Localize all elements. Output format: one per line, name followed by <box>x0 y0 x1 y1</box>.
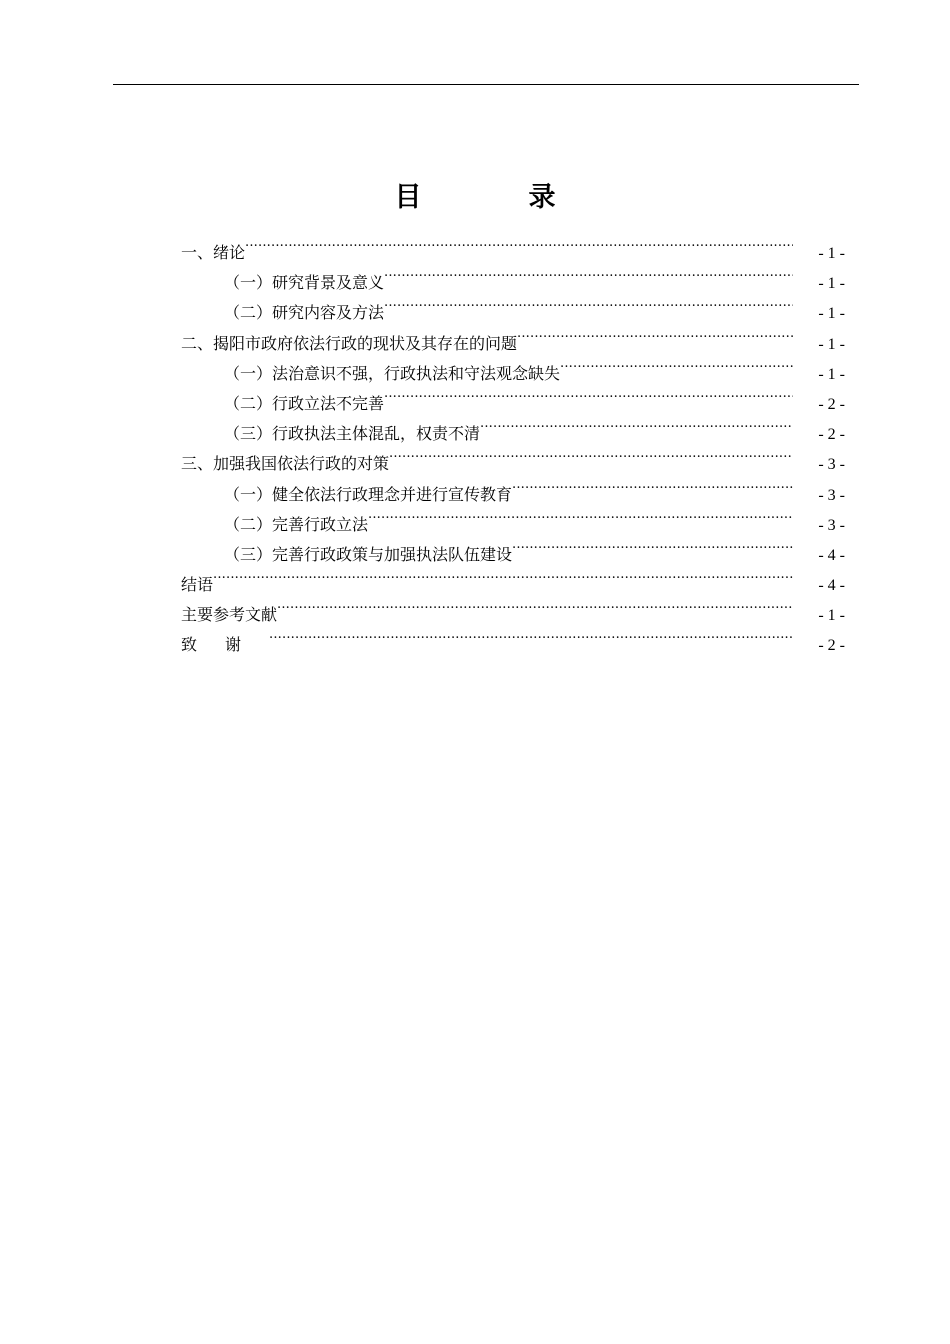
table-of-contents <box>181 228 845 655</box>
header-rule <box>113 84 859 85</box>
toc-page-number: - 1 - <box>818 607 845 625</box>
toc-dot-leader <box>517 319 793 349</box>
toc-dot-leader <box>389 439 793 469</box>
toc-entry[interactable] <box>181 620 845 655</box>
toc-page-number: - 4 - <box>818 546 845 564</box>
toc-page-number: - 1 - <box>818 365 845 383</box>
toc-page-number: - 1 - <box>818 245 845 262</box>
toc-dot-leader <box>384 288 793 318</box>
toc-dot-leader <box>245 228 793 258</box>
toc-dot-leader <box>368 500 793 530</box>
toc-entry-text: （三）行政执法主体混乱，权责不清 <box>224 424 481 444</box>
toc-dot-leader <box>269 620 793 650</box>
toc-dot-leader <box>384 379 793 409</box>
toc-entry[interactable] <box>181 590 845 625</box>
toc-dot-leader <box>277 590 793 620</box>
toc-dot-leader <box>213 560 793 590</box>
toc-page-number: - 1 - <box>818 335 845 353</box>
toc-dot-leader <box>560 349 793 379</box>
toc-entry-text: 主要参考文献 <box>181 605 278 625</box>
toc-page-number: - 3 - <box>818 486 845 504</box>
toc-entry-text: 三、加强我国依法行政的对策 <box>181 454 390 474</box>
toc-entry-text: （三）完善行政政策与加强执法队伍建设 <box>224 544 513 564</box>
toc-entry-text: （一）研究背景及意义 <box>224 273 385 293</box>
toc-entry-text: （二）行政立法不完善 <box>224 393 385 413</box>
toc-page-number: - 1 - <box>818 275 845 293</box>
toc-title: 目 录 <box>394 182 596 213</box>
toc-page-number: - 3 - <box>818 456 845 474</box>
toc-page-number: - 4 - <box>818 577 845 595</box>
toc-dot-leader <box>512 530 793 560</box>
toc-entry[interactable] <box>181 560 845 595</box>
toc-entry-text: （二）研究内容及方法 <box>224 303 385 323</box>
toc-entry[interactable] <box>181 258 845 293</box>
toc-entry[interactable] <box>181 228 845 262</box>
toc-entry-text: （一）健全依法行政理念并进行宣传教育 <box>224 484 513 504</box>
toc-page-number: - 2 - <box>818 637 845 655</box>
toc-entry-text: 二、揭阳市政府依法行政的现状及其存在的问题 <box>181 333 518 353</box>
toc-page-number: - 2 - <box>818 426 845 444</box>
toc-page-number: - 3 - <box>818 516 845 534</box>
toc-page-number: - 2 - <box>818 395 845 413</box>
toc-page-number: - 1 - <box>818 305 845 323</box>
toc-entry-text: （二）完善行政立法 <box>224 514 369 534</box>
toc-entry-text: 致谢 <box>181 635 270 655</box>
toc-dot-leader <box>480 409 793 439</box>
toc-entry-text: （一）法治意识不强，行政执法和守法观念缺失 <box>224 363 561 383</box>
toc-entry-text: 结语 <box>181 575 214 595</box>
toc-dot-leader <box>512 470 793 500</box>
toc-entry-text: 一、绪论 <box>181 243 246 262</box>
toc-dot-leader <box>384 258 793 288</box>
